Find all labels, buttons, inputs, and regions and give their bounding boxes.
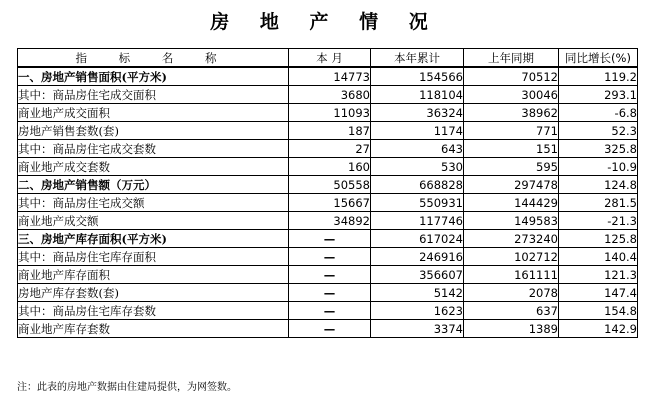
- same-period-last-year-cell: 38962: [464, 104, 559, 122]
- yoy-growth-cell: 154.8: [559, 302, 638, 320]
- this-month-cell: 3680: [289, 86, 371, 104]
- yoy-growth-cell: 325.8: [559, 140, 638, 158]
- year-to-date-cell: 154566: [371, 67, 464, 86]
- year-to-date-cell: 617024: [371, 230, 464, 248]
- same-period-last-year-cell: 149583: [464, 212, 559, 230]
- indicator-name-cell: 商业地产成交套数: [18, 158, 289, 176]
- table-row: [18, 104, 638, 122]
- year-to-date-cell: 117746: [371, 212, 464, 230]
- same-period-last-year-cell: 102712: [464, 248, 559, 266]
- table-row: [18, 266, 638, 284]
- year-to-date-cell: 550931: [371, 194, 464, 212]
- indicator-name-cell: 商业地产库存面积: [18, 266, 289, 284]
- header-yoy-growth: 同比增长(%): [559, 49, 638, 68]
- table-row: [18, 248, 638, 266]
- header-indicator-name: 指 标 名 称: [18, 49, 289, 68]
- this-month-cell: 27: [289, 140, 371, 158]
- this-month-cell: 50558: [289, 176, 371, 194]
- year-to-date-cell: 530: [371, 158, 464, 176]
- indicator-name-cell: 房地产销售套数(套): [18, 122, 289, 140]
- year-to-date-cell: 668828: [371, 176, 464, 194]
- yoy-growth-cell: 121.3: [559, 266, 638, 284]
- same-period-last-year-cell: 70512: [464, 67, 559, 86]
- indicator-name-cell: 其中：商品房住宅成交套数: [18, 140, 289, 158]
- same-period-last-year-cell: 1389: [464, 320, 559, 338]
- this-month-cell: —: [289, 284, 371, 302]
- this-month-cell: 15667: [289, 194, 371, 212]
- table-row: [18, 158, 638, 176]
- yoy-growth-cell: -6.8: [559, 104, 638, 122]
- year-to-date-cell: 36324: [371, 104, 464, 122]
- same-period-last-year-cell: 297478: [464, 176, 559, 194]
- yoy-growth-cell: -21.3: [559, 212, 638, 230]
- table-row: [18, 284, 638, 302]
- table-row: [18, 302, 638, 320]
- this-month-cell: —: [289, 266, 371, 284]
- indicator-name-cell: 商业地产成交面积: [18, 104, 289, 122]
- yoy-growth-cell: 125.8: [559, 230, 638, 248]
- table-row: [18, 67, 638, 86]
- table-row: [18, 86, 638, 104]
- table-body: [18, 67, 638, 338]
- yoy-growth-cell: 52.3: [559, 122, 638, 140]
- this-month-cell: 187: [289, 122, 371, 140]
- table-header-row: [18, 49, 638, 68]
- this-month-cell: —: [289, 248, 371, 266]
- yoy-growth-cell: 119.2: [559, 67, 638, 86]
- this-month-cell: 160: [289, 158, 371, 176]
- year-to-date-cell: 246916: [371, 248, 464, 266]
- year-to-date-cell: 3374: [371, 320, 464, 338]
- table-row: [18, 230, 638, 248]
- same-period-last-year-cell: 637: [464, 302, 559, 320]
- this-month-cell: 14773: [289, 67, 371, 86]
- table-row: [18, 194, 638, 212]
- table-row: [18, 320, 638, 338]
- same-period-last-year-cell: 771: [464, 122, 559, 140]
- indicator-name-cell: 其中：商品房住宅成交额: [18, 194, 289, 212]
- table-row: [18, 140, 638, 158]
- year-to-date-cell: 5142: [371, 284, 464, 302]
- header-same-period-last-year: 上年同期: [464, 49, 559, 68]
- indicator-name-cell: 房地产库存套数(套): [18, 284, 289, 302]
- table-row: [18, 122, 638, 140]
- year-to-date-cell: 356607: [371, 266, 464, 284]
- indicator-name-cell: 其中：商品房住宅成交面积: [18, 86, 289, 104]
- same-period-last-year-cell: 30046: [464, 86, 559, 104]
- indicator-name-cell: 一、房地产销售面积(平方米): [18, 67, 289, 86]
- yoy-growth-cell: 124.8: [559, 176, 638, 194]
- this-month-cell: 34892: [289, 212, 371, 230]
- this-month-cell: —: [289, 302, 371, 320]
- same-period-last-year-cell: 144429: [464, 194, 559, 212]
- this-month-cell: 11093: [289, 104, 371, 122]
- same-period-last-year-cell: 595: [464, 158, 559, 176]
- footnote: 注：此表的房地产数据由住建局提供，为网签数。: [17, 382, 237, 393]
- year-to-date-cell: 1623: [371, 302, 464, 320]
- indicator-name-cell: 商业地产库存套数: [18, 320, 289, 338]
- same-period-last-year-cell: 151: [464, 140, 559, 158]
- indicator-name-cell: 三、房地产库存面积(平方米): [18, 230, 289, 248]
- indicator-name-cell: 其中：商品房住宅库存面积: [18, 248, 289, 266]
- year-to-date-cell: 643: [371, 140, 464, 158]
- indicator-name-cell: 其中：商品房住宅库存套数: [18, 302, 289, 320]
- year-to-date-cell: 118104: [371, 86, 464, 104]
- same-period-last-year-cell: 161111: [464, 266, 559, 284]
- indicator-name-cell: 商业地产成交额: [18, 212, 289, 230]
- yoy-growth-cell: 281.5: [559, 194, 638, 212]
- this-month-cell: —: [289, 230, 371, 248]
- real-estate-table: [17, 48, 638, 338]
- same-period-last-year-cell: 273240: [464, 230, 559, 248]
- yoy-growth-cell: 147.4: [559, 284, 638, 302]
- same-period-last-year-cell: 2078: [464, 284, 559, 302]
- year-to-date-cell: 1174: [371, 122, 464, 140]
- table-row: [18, 212, 638, 230]
- yoy-growth-cell: 293.1: [559, 86, 638, 104]
- this-month-cell: —: [289, 320, 371, 338]
- header-this-month: 本 月: [289, 49, 371, 68]
- yoy-growth-cell: 142.9: [559, 320, 638, 338]
- page-title: 房 地 产 情 况: [210, 11, 440, 33]
- table-row: [18, 176, 638, 194]
- yoy-growth-cell: 140.4: [559, 248, 638, 266]
- header-year-to-date: 本年累计: [371, 49, 464, 68]
- yoy-growth-cell: -10.9: [559, 158, 638, 176]
- indicator-name-cell: 二、房地产销售额（万元）: [18, 176, 289, 194]
